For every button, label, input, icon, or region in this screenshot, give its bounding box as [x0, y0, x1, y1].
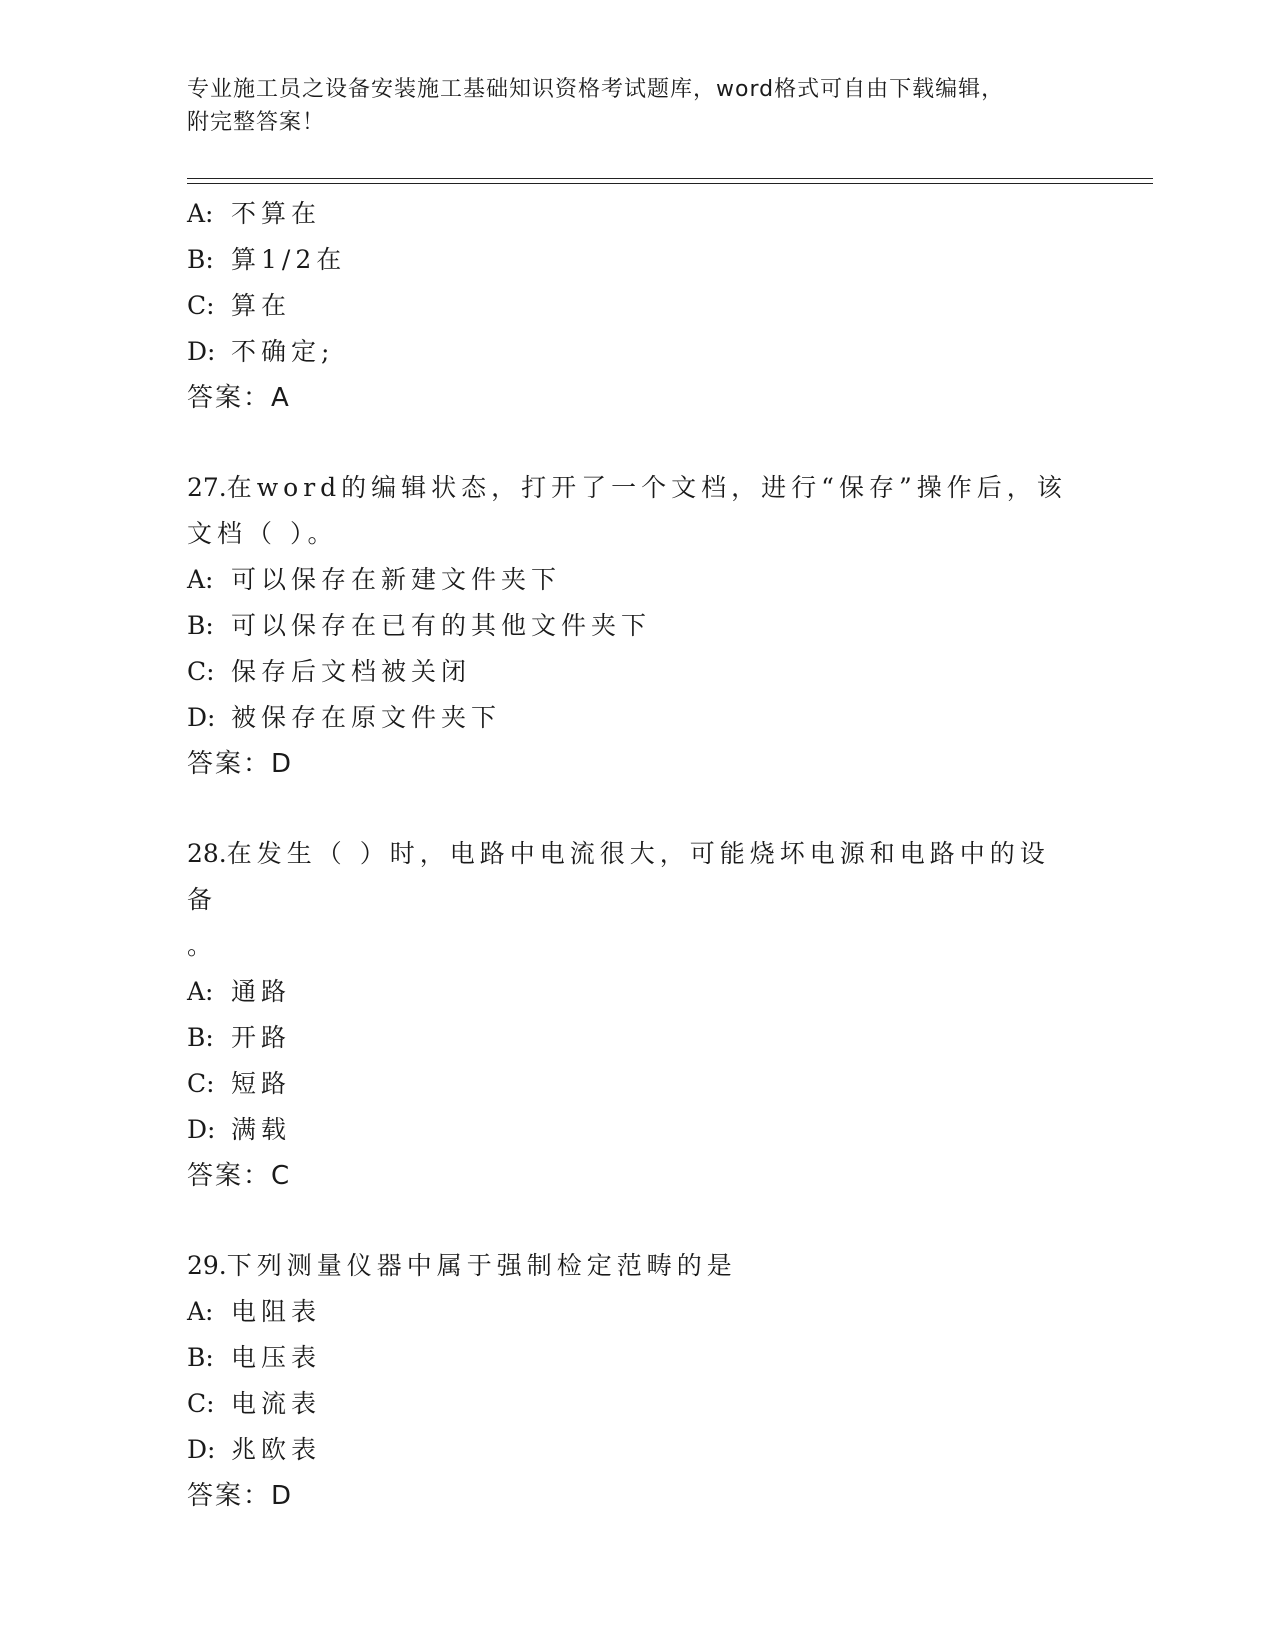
option-label: B:	[187, 611, 214, 640]
question-stem	[187, 1243, 1067, 1289]
option-label: D:	[187, 1435, 216, 1464]
option-text: 满载	[231, 1115, 292, 1144]
option-c	[187, 1381, 1087, 1427]
answer-line: 答案：C	[187, 1161, 292, 1191]
option-label: A:	[187, 199, 214, 228]
option-d	[187, 695, 1087, 741]
stem-text-line1: 在发生（ ）时，电路中电流很大，可能烧坏电源和电路中的设备	[187, 839, 1050, 914]
header-title-line1: 专业施工员之设备安装施工基础知识资格考试题库，word格式可自由下载编辑，	[187, 77, 1005, 102]
option-b	[187, 1335, 1087, 1381]
option-label: B:	[187, 1023, 214, 1052]
option-label: D:	[187, 703, 216, 732]
option-text: 电压表	[231, 1343, 322, 1372]
option-d	[187, 329, 1087, 375]
option-c	[187, 1061, 1087, 1107]
option-label: B:	[187, 245, 214, 274]
option-text: 不算在	[231, 199, 322, 228]
option-label: B:	[187, 1343, 214, 1372]
question-number: 27.	[187, 473, 227, 502]
header-title-line2: 附完整答案！	[187, 110, 326, 135]
stem-text-line1: 在word的编辑状态，打开了一个文档，进行“保存”操作后，该	[226, 473, 1067, 502]
spacer	[187, 1199, 1087, 1243]
answer-line: 答案：D	[187, 1481, 294, 1511]
option-d	[187, 1107, 1087, 1153]
option-text: 不确定;	[231, 337, 335, 366]
option-label: D:	[187, 1115, 216, 1144]
question-stem	[187, 831, 1067, 923]
option-a	[187, 557, 1087, 603]
option-text: 开路	[231, 1023, 292, 1052]
option-label: A:	[187, 1297, 214, 1326]
answer-line: 答案：D	[187, 749, 294, 779]
option-label: C:	[187, 1389, 215, 1418]
stem-text-line2: 。	[187, 931, 213, 960]
option-a	[187, 1289, 1087, 1335]
header-divider-top	[187, 178, 1153, 179]
option-text: 保存后文档被关闭	[231, 657, 472, 686]
question-29	[187, 1243, 1087, 1519]
question-26	[187, 191, 1087, 421]
option-label: C:	[187, 657, 215, 686]
option-c	[187, 649, 1087, 695]
option-text: 算1/2在	[231, 245, 347, 274]
document-header	[187, 73, 1087, 139]
header-divider-bottom	[187, 183, 1153, 184]
option-text: 算在	[231, 291, 292, 320]
option-b	[187, 1015, 1087, 1061]
answer-line: 答案：A	[187, 383, 291, 413]
option-text: 通路	[231, 977, 292, 1006]
spacer	[187, 421, 1087, 465]
option-c	[187, 283, 1087, 329]
stem-text-line1: 下列测量仪器中属于强制检定范畴的是	[226, 1251, 737, 1280]
spacer	[187, 787, 1087, 831]
option-text: 电阻表	[231, 1297, 322, 1326]
option-text: 短路	[231, 1069, 292, 1098]
option-b	[187, 603, 1087, 649]
option-text: 可以保存在新建文件夹下	[231, 565, 562, 594]
option-text: 电流表	[231, 1389, 322, 1418]
option-text: 可以保存在已有的其他文件夹下	[231, 611, 652, 640]
stem-text-line2: 文档（ ）。	[187, 519, 338, 548]
question-28	[187, 831, 1087, 1199]
question-list	[187, 191, 1087, 1519]
question-number: 28.	[187, 839, 227, 868]
option-b	[187, 237, 1087, 283]
option-label: D:	[187, 337, 216, 366]
option-label: A:	[187, 977, 214, 1006]
option-a	[187, 969, 1087, 1015]
question-number: 29.	[187, 1251, 227, 1280]
option-label: A:	[187, 565, 214, 594]
question-stem	[187, 465, 1067, 511]
option-label: C:	[187, 1069, 215, 1098]
option-text: 兆欧表	[231, 1435, 322, 1464]
option-label: C:	[187, 291, 215, 320]
question-27	[187, 465, 1087, 787]
option-text: 被保存在原文件夹下	[231, 703, 502, 732]
option-d	[187, 1427, 1087, 1473]
option-a	[187, 191, 1087, 237]
